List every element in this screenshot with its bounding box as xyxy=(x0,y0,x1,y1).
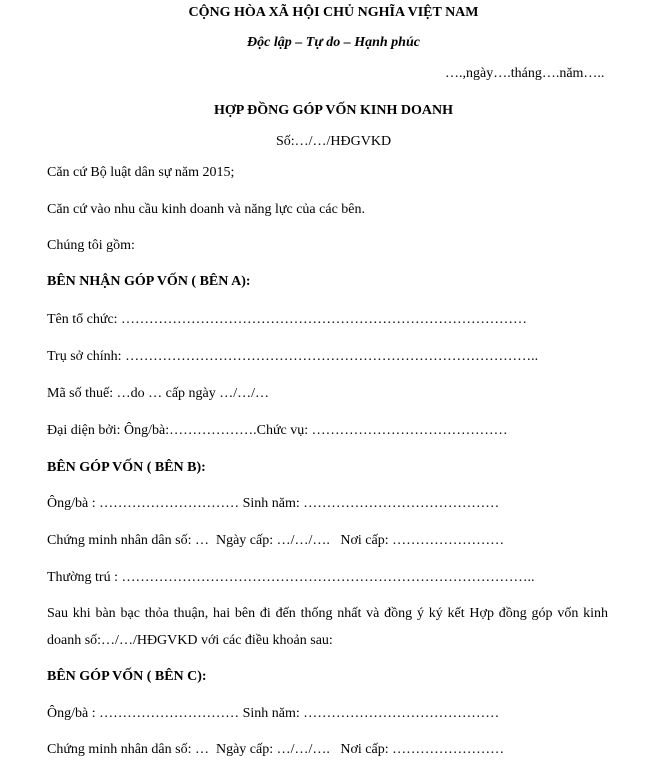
date-line: ….,ngày….tháng….năm….. xyxy=(445,66,605,81)
party-b-id-card: Chứng minh nhân dân số: … Ngày cấp: …/…/…. Nơi cấp: …………………… xyxy=(47,533,505,548)
party-a-tax-code: Mã số thuế: …do … cấp ngày …/…/… xyxy=(47,386,270,401)
party-a-org-name: Tên tổ chức: …………………………………………………………………………… xyxy=(47,312,528,327)
party-c-heading: BÊN GÓP VỐN ( BÊN C): xyxy=(47,669,207,684)
agreement-line-2: doanh số:…/…/HĐGVKD với các điều khoản sau: xyxy=(47,633,333,648)
needs-basis-line: Căn cứ vào nhu cầu kinh doanh và năng lực của các bên. xyxy=(47,202,366,217)
party-a-head-office: Trụ sở chính: …………………………………………………………………………….. xyxy=(47,349,539,364)
party-b-heading: BÊN GÓP VỐN ( BÊN B): xyxy=(47,460,206,475)
nation-heading: CỘNG HÒA XÃ HỘI CHỦ NGHĨA VIỆT NAM xyxy=(188,5,479,20)
contract-title: HỢP ĐỒNG GÓP VỐN KINH DOANH xyxy=(214,103,453,118)
party-a-representative: Đại diện bởi: Ông/bà:……………….Chức vụ: …………………………………… xyxy=(47,423,508,438)
legal-basis-line: Căn cứ Bộ luật dân sự năm 2015; xyxy=(47,165,235,180)
contract-number: Số:…/…/HĐGVKD xyxy=(275,134,392,149)
party-c-id-card: Chứng minh nhân dân số: … Ngày cấp: …/…/…. Nơi cấp: …………………… xyxy=(47,742,505,757)
party-b-residence: Thường trú : …………………………………………………………………………….. xyxy=(47,570,535,585)
motto: Độc lập – Tự do – Hạnh phúc xyxy=(247,35,420,50)
party-a-heading: BÊN NHẬN GÓP VỐN ( BÊN A): xyxy=(47,274,251,289)
party-c-person: Ông/bà : ………………………… Sinh năm: …………………………………… xyxy=(47,706,500,721)
party-b-person: Ông/bà : ………………………… Sinh năm: …………………………………… xyxy=(47,496,500,511)
agreement-line-1: Sau khi bàn bạc thỏa thuận, hai bên đi đến thống nhất và đồng ý ký kết Hợp đồng góp vốn kinh xyxy=(47,606,608,621)
parties-intro: Chúng tôi gồm: xyxy=(47,238,135,253)
